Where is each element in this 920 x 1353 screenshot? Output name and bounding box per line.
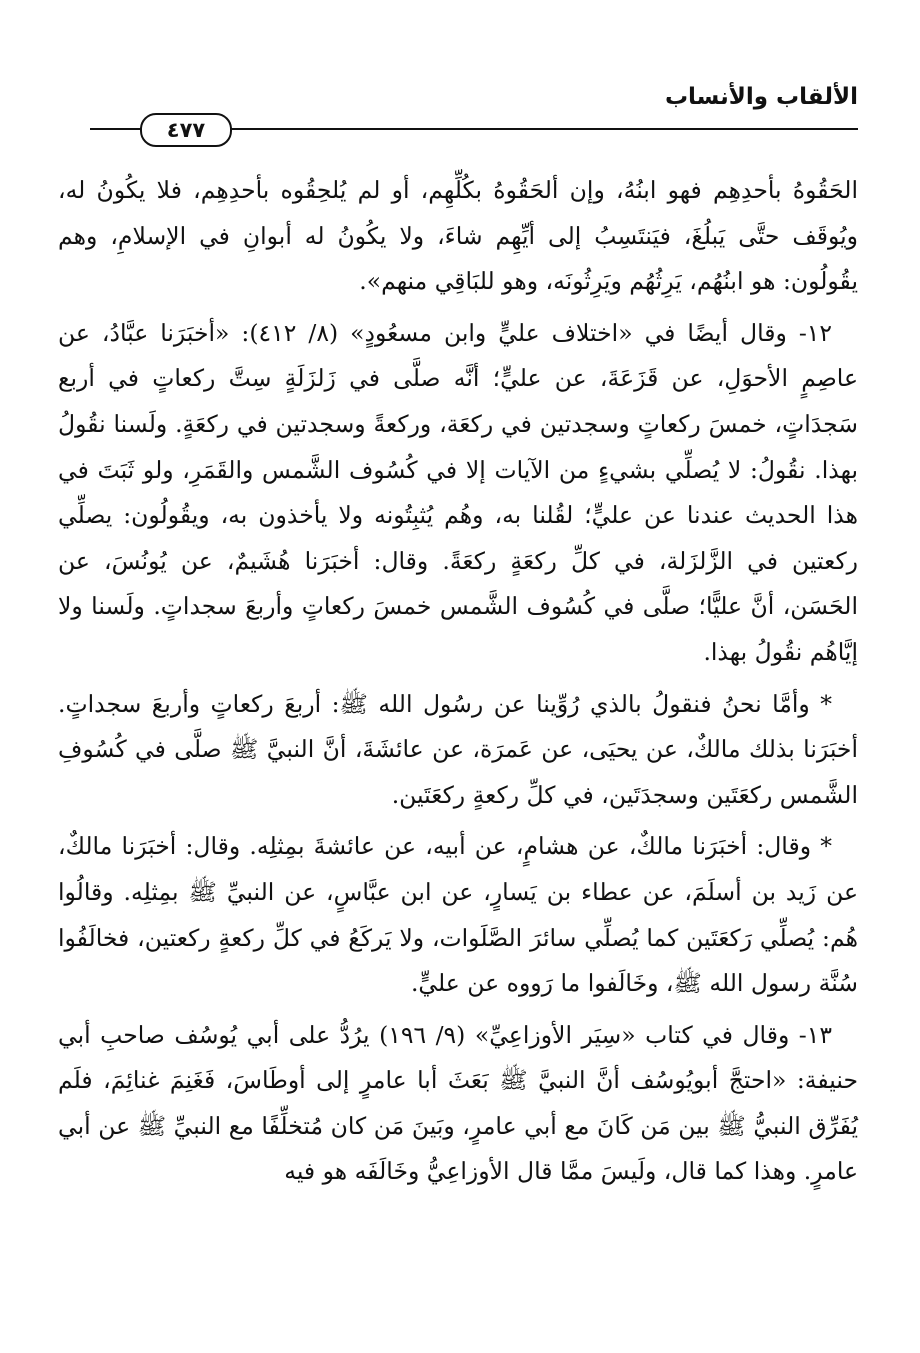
paragraph-item-13: ١٣- وقال في كتاب «سِيَر الأوزاعِيِّ» (٩/ ١٩٦) يرُدُّ على أبي يُوسُف صاحبِ أبي حنيفة: «احتجَّ أبويُوسُف أنَّ النبيَّ ﷺ بَعَثَ أبا عامرٍ إلى أوطَاسَ، فَغَنِمَ غنائِمَ، فلَم يُفَرِّق النبيُّ ﷺ بين مَن كَانَ مع أبي عامرٍ، وبَينَ مَن كان مُتخلِّفًا مع النبيِّ ﷺ عن أبي عامرٍ. وهذا كما قال، ولَيسَ ممَّا قال الأوزاعِيُّ وخَالَفَه هو فيه [58,1020,858,1186]
running-header: الألقاب والأنساب [664,84,858,110]
paragraph-note-2: * وقال: أخبَرَنا مالكٌ، عن هشامٍ، عن أبيه، عن عائشةَ بمِثلِه. وقال: أخبَرَنا مالكٌ، عن زَيد بن أسلَمَ، عن عطاء بن يَسارٍ، عن ابن عبَّاسٍ، عن النبيِّ ﷺ بمِثلِه. وقالُوا هُم: يُصلِّي رَكعَتَين كما يُصلِّي سائرَ الصَّلَوات، ولا يَركَعُ في كلِّ ركعةٍ ركعتين، فخالَفُوا سُنَّة رسول الله ﷺ، وخَالَفوا ما رَووه عن عليٍّ. [58,832,858,998]
body-text [58,168,858,1201]
paragraph-item-12: ١٢- وقال أيضًا في «اختلاف عليٍّ وابن مسعُودٍ» (٨/ ٤١٢): «أخبَرَنا عبَّادُ، عن عاصِمٍ الأحوَلِ، عن قَزَعَةَ، عن عليٍّ؛ أنَّه صلَّى في زَلزَلَةٍ سِتَّ ركعاتٍ في أربع سَجدَاتٍ، خمسَ ركعاتٍ وسجدتين في ركعَة، وركعةً وسجدتين في ركعَةٍ. ولَسنا نقُولُ بهذا. نقُولُ: لا يُصلِّي بشيءٍ من الآيات إلا في كُسُوف الشَّمس والقَمَرِ، ولو ثَبَتَ في هذا الحديث عندنا عن عليٍّ؛ لقُلنا به، وهُم يُثبِتُونه ولا يأخذون به، ويقُولُون: يصلِّي ركعتين في الزَّلزَلة، في كلِّ ركعَةٍ ركعَةً. وقال: أخبَرَنا هُشَيمٌ، عن يُونُسَ، عن الحَسَن، أنَّ عليًّا؛ صلَّى في كُسُوف الشَّمس خمسَ ركعاتٍ وأربعَ سجداتٍ. ولَسنا ولا إيَّاهُم نقُولُ بهذا. [58,318,858,666]
page-number: ٤٧٧ [140,113,232,147]
paragraph-note-1: * وأمَّا نحنُ فنقولُ بالذي رُوِّينا عن رسُول الله ﷺ: أربعَ ركعاتٍ وأربعَ سجداتٍ. أخبَرَنا بذلك مالكٌ، عن يحيَى، عن عَمرَة، عن عائشَةَ، أنَّ النبيَّ ﷺ صلَّى في كُسُوفِ الشَّمس ركعَتَين وسجدَتَين، في كلِّ ركعةٍ ركعَتَين. [58,689,858,809]
paragraph-continuation: الحَقُوهُ بأحدِهِم فهو ابنُهُ، وإن ألحَقُوهُ بكُلِّهِم، أو لم يُلحِقُوه بأحدِهِم، فلا يكُونُ له، ويُوقَف حتَّى يَبلُغَ، فيَنتَسِبُ إلى أيِّهِم شاءَ، ولا يكُونُ له أبوانِ في الإسلامِ، وهم يقُولُون: هو ابنُهُم، يَرِثُهُم ويَرِثُونَه، وهو للبَاقِي منهم». [58,176,858,296]
